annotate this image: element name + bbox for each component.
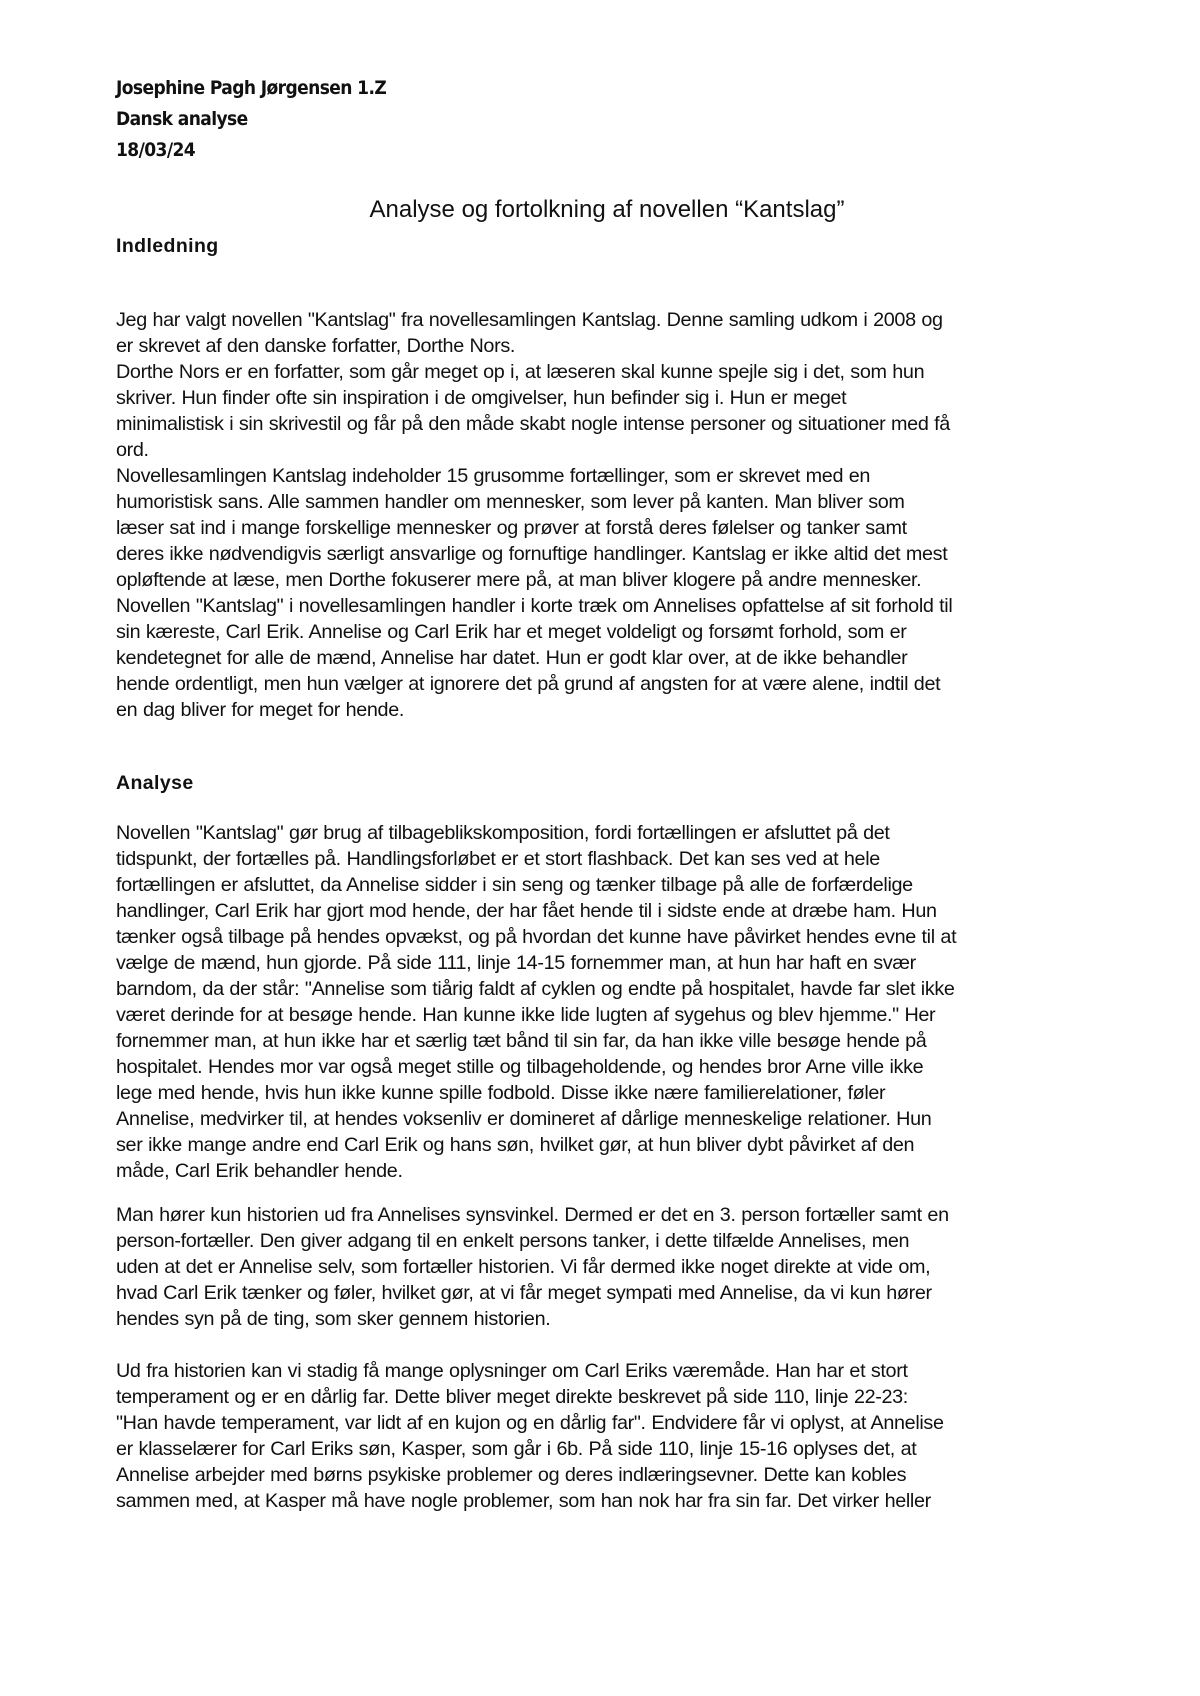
text-line: Ud fra historien kan vi stadig få mange oplysninger om Carl Eriks væremåde. Han har et stort <box>116 1360 908 1382</box>
text-line: tænker også tilbage på hendes opvækst, og på hvordan det kunne have påvirket hendes evne til at <box>116 926 957 948</box>
intro-heading: Indledning <box>116 235 219 257</box>
text-line: en dag bliver for meget for hende. <box>116 699 405 721</box>
text-line: ord. <box>116 439 149 461</box>
author-line: Josephine Pagh Jørgensen 1.Z <box>116 77 387 99</box>
text-line: uden at det er Annelise selv, som fortæller historien. Vi får dermed ikke noget direkte at vide om, <box>116 1256 931 1278</box>
text-line: været derinde for at besøge hende. Han kunne ikke lide lugten af sygehus og blev hjemme." Her <box>116 1004 936 1026</box>
text-line: er klasselærer for Carl Eriks søn, Kasper, som går i 6b. På side 110, linje 15-16 oplyses det, at <box>116 1438 917 1460</box>
text-line: fortællingen er afsluttet, da Annelise sidder i sin seng og tænker tilbage på alle de forfærdelige <box>116 874 913 896</box>
text-line: handlinger, Carl Erik har gjort mod hende, der har fået hende til i sidste ende at dræbe ham. Hun <box>116 900 937 922</box>
analysis-paragraph-3 <box>116 1358 1098 1514</box>
text-line: hvad Carl Erik tænker og føler, hvilket gør, at vi får meget sympati med Annelise, da vi kun hører <box>116 1282 932 1304</box>
text-line: Novellen "Kantslag" i novellesamlingen handler i korte træk om Annelises opfattelse af sit forhold til <box>116 595 953 617</box>
text-line: hospitalet. Hendes mor var også meget stille og tilbageholdende, og hendes bror Arne ville ikke <box>116 1056 924 1078</box>
analysis-paragraph-1 <box>116 820 1098 1184</box>
analysis-heading: Analyse <box>116 772 194 794</box>
text-line: humoristisk sans. Alle sammen handler om mennesker, som lever på kanten. Man bliver som <box>116 491 905 513</box>
text-line: Annelise, medvirker til, at hendes voksenliv er domineret af dårlige menneskelige relationer. Hun <box>116 1108 932 1130</box>
text-line: person-fortæller. Den giver adgang til en enkelt persons tanker, i dette tilfælde Annelises, men <box>116 1230 910 1252</box>
text-line: deres ikke nødvendigvis særligt ansvarlige og fornuftige handlinger. Kantslag er ikke altid det mest <box>116 543 948 565</box>
text-line: skriver. Hun finder ofte sin inspiration i de omgivelser, hun befinder sig i. Hun er meget <box>116 387 847 409</box>
document-title: Analyse og fortolkning af novellen “Kantslag” <box>369 196 845 223</box>
document-page <box>116 0 1098 1696</box>
text-line: hendes syn på de ting, som sker gennem historien. <box>116 1308 551 1330</box>
text-line: Jeg har valgt novellen "Kantslag" fra novellesamlingen Kantslag. Denne samling udkom i 2008 og <box>116 309 943 331</box>
date-line: 18/03/24 <box>116 139 196 161</box>
text-line: "Han havde temperament, var lidt af en kujon og en dårlig far". Endvidere får vi oplyst, at Annelise <box>116 1412 944 1434</box>
text-line: Dorthe Nors er en forfatter, som går meget op i, at læseren skal kunne spejle sig i det, som hun <box>116 361 925 383</box>
text-line: ser ikke mange andre end Carl Erik og hans søn, hvilket gør, at hun bliver dybt påvirket af den <box>116 1134 915 1156</box>
text-line: Novellesamlingen Kantslag indeholder 15 grusomme fortællinger, som er skrevet med en <box>116 465 871 487</box>
text-line: Novellen "Kantslag" gør brug af tilbageblikskomposition, fordi fortællingen er afsluttet på det <box>116 822 890 844</box>
document-header <box>116 73 386 166</box>
intro-paragraph <box>116 307 1098 723</box>
analysis-paragraph-2 <box>116 1202 1098 1332</box>
text-line: temperament og er en dårlig far. Dette bliver meget direkte beskrevet på side 110, linje 22-23: <box>116 1386 908 1408</box>
text-line: sammen med, at Kasper må have nogle problemer, som han nok har fra sin far. Det virker heller <box>116 1490 931 1512</box>
text-line: vælge de mænd, hun gjorde. På side 111, linje 14-15 fornemmer man, at hun har haft en svær <box>116 952 916 974</box>
text-line: kendetegnet for alle de mænd, Annelise har datet. Hun er godt klar over, at de ikke behandler <box>116 647 908 669</box>
text-line: sin kæreste, Carl Erik. Annelise og Carl Erik har et meget voldeligt og forsømt forhold, som er <box>116 621 907 643</box>
text-line: opløftende at læse, men Dorthe fokuserer mere på, at man bliver klogere på andre mennesker. <box>116 569 922 591</box>
text-line: hende ordentligt, men hun vælger at ignorere det på grund af angsten for at være alene, indtil det <box>116 673 941 695</box>
text-line: barndom, da der står: "Annelise som tiårig faldt af cyklen og endte på hospitalet, havde far slet ikke <box>116 978 955 1000</box>
text-line: tidspunkt, der fortælles på. Handlingsforløbet er et stort flashback. Det kan ses ved at hele <box>116 848 880 870</box>
text-line: Man hører kun historien ud fra Annelises synsvinkel. Dermed er det en 3. person fortæller samt en <box>116 1204 949 1226</box>
text-line: fornemmer man, at hun ikke har et særlig tæt bånd til sin far, da han ikke ville besøge hende på <box>116 1030 927 1052</box>
text-line: måde, Carl Erik behandler hende. <box>116 1160 403 1182</box>
text-line: minimalistisk i sin skrivestil og får på den måde skabt nogle intense personer og situationer med få <box>116 413 950 435</box>
text-line: Annelise arbejder med børns psykiske problemer og deres indlæringsevner. Dette kan kobles <box>116 1464 907 1486</box>
text-line: er skrevet af den danske forfatter, Dorthe Nors. <box>116 335 516 357</box>
text-line: læser sat ind i mange forskellige mennesker og prøver at forstå deres følelser og tanker samt <box>116 517 907 539</box>
subject-line: Dansk analyse <box>116 108 248 130</box>
text-line: lege med hende, hvis hun ikke kunne spille fodbold. Disse ikke nære familierelationer, føler <box>116 1082 886 1104</box>
